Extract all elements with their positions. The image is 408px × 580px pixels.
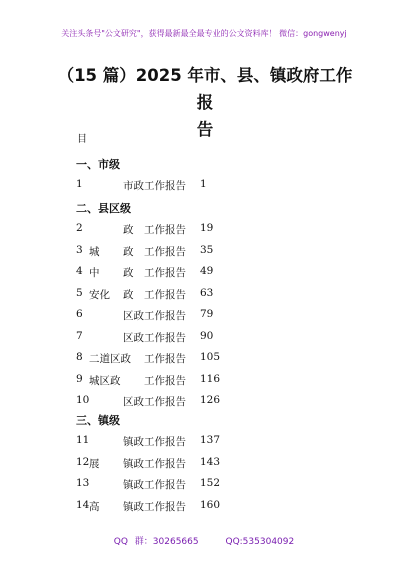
toc-entry-unit: 镇政 [123, 436, 144, 448]
toc-entry-pre: 展 [89, 457, 100, 470]
section-heading: 一、市级 [76, 158, 120, 171]
toc-entry-report: 工作报告 [144, 353, 186, 365]
toc-entry-report: 工作报告 [144, 374, 186, 387]
toc-entry-page: 116 [200, 372, 221, 385]
toc-entry-pre: 二道区政 [89, 353, 131, 365]
toc-label: 目 [77, 134, 87, 145]
toc-entry-num: 1 [76, 178, 83, 190]
toc-entry-unit: 镇政 [123, 479, 144, 491]
toc-entry-report: 工作报告 [144, 180, 186, 192]
toc-entry-report: 工作报告 [144, 500, 186, 513]
toc-entry-report: 工作报告 [144, 457, 186, 470]
toc-entry-pre: 城 [89, 245, 100, 258]
toc-entry-page: 49 [200, 265, 214, 277]
toc-entry-num: 4 [76, 265, 83, 277]
footer-contact [0, 534, 408, 547]
header-promo-note: 关注头条号"公文研究"，获得最新最全最专业的公文资料库！ 微信：gongwenyj [61, 29, 347, 38]
toc-entry-page: 105 [200, 351, 221, 363]
toc-entry-page: 126 [200, 394, 221, 406]
document-title [50, 62, 360, 143]
title-line-1: （15 篇）2025 年市、县、镇政府工作报 [57, 66, 353, 112]
toc-entry-num: 13 [76, 477, 90, 489]
title-line-2: 告 [196, 120, 214, 139]
toc-entry-report: 工作报告 [144, 310, 186, 322]
toc-entry-page: 152 [200, 477, 221, 489]
toc-entry-page: 160 [200, 498, 221, 511]
toc-entry-unit: 政 [123, 224, 134, 236]
toc-entry-page: 137 [200, 434, 221, 446]
toc-entry-num: 3 [76, 243, 83, 256]
toc-entry-page: 143 [200, 455, 221, 468]
section-heading: 二、县区级 [76, 202, 131, 215]
toc-entry-page: 79 [200, 308, 214, 320]
toc-entry-report: 工作报告 [144, 331, 186, 344]
toc-entry-num: 11 [76, 434, 90, 446]
toc-entry-page: 63 [200, 286, 214, 299]
toc-entry-unit: 政 [123, 245, 134, 258]
toc-entry-page: 1 [200, 178, 207, 190]
toc-entry-num: 9 [76, 372, 83, 385]
toc-entry-unit: 区政 [123, 310, 144, 322]
toc-entry-num: 10 [76, 394, 90, 406]
toc-entry-num: 14 [76, 498, 90, 511]
toc-entry-page: 19 [200, 222, 214, 234]
toc-entry-unit: 政 [123, 288, 134, 301]
toc-entry-unit: 政 [123, 267, 134, 279]
toc-entry-unit: 市政 [123, 180, 144, 192]
toc-entry-num: 2 [76, 222, 83, 234]
toc-entry-num: 7 [76, 329, 83, 342]
toc-entry-num: 12 [76, 455, 90, 468]
toc-entry-report: 工作报告 [144, 436, 186, 448]
toc-entry-report: 工作报告 [144, 288, 186, 301]
toc-entry-page: 90 [200, 329, 214, 342]
toc-entry-page: 35 [200, 243, 214, 256]
toc-entry-report: 工作报告 [144, 479, 186, 491]
toc-entry-unit: 镇政 [123, 500, 144, 513]
toc-entry-unit: 镇政 [123, 457, 144, 470]
toc-entry-report: 工作报告 [144, 245, 186, 258]
toc-entry-pre: 城区政 [89, 374, 121, 387]
toc-entry-num: 8 [76, 351, 83, 363]
toc-entry-pre: 安化 [89, 288, 110, 301]
toc-entry-pre: 高 [89, 500, 100, 513]
toc-entry-num: 5 [76, 286, 83, 299]
footer-qq-group: QQ 群：30265665 [113, 537, 199, 547]
toc-entry-report: 工作报告 [144, 396, 186, 408]
toc-entry-unit: 区政 [123, 331, 144, 344]
toc-entry-num: 6 [76, 308, 83, 320]
toc-entry-report: 工作报告 [144, 224, 186, 236]
section-heading: 三、镇级 [76, 414, 120, 427]
toc-entry-unit: 区政 [123, 396, 144, 408]
toc-entry-pre: 中 [89, 267, 100, 279]
footer-qq: QQ:535304092 [225, 537, 295, 547]
toc-entry-report: 工作报告 [144, 267, 186, 279]
